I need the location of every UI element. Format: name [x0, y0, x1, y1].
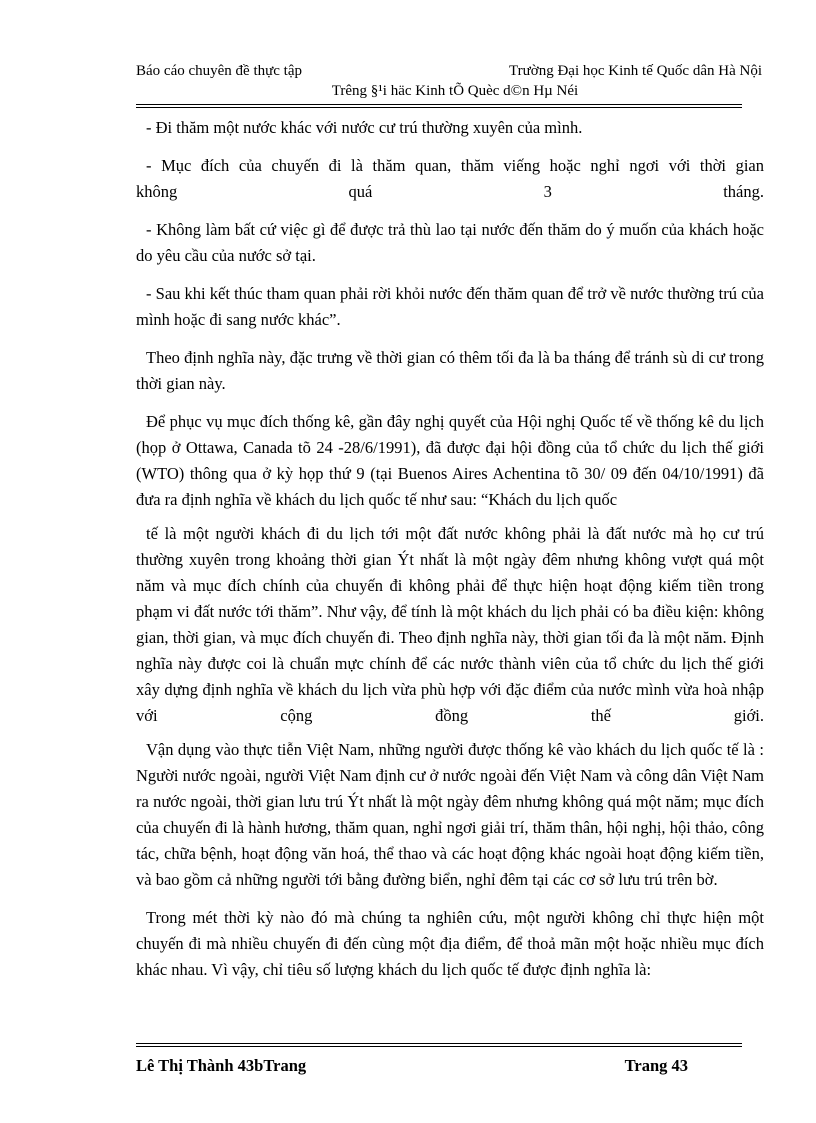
- footer-rule-bottom: [136, 1046, 742, 1047]
- paragraph-criterion-4: - Sau khi kết thúc tham quan phải rời khỏi nước đến thăm quan để trở về nước thường trú của mình hoặc đi sang nước khác”.: [136, 284, 764, 329]
- paragraph-criterion-3: - Không làm bất cứ việc gì để được trả thù lao tại nước đến thăm do ý muốn của khách hoặc do yêu cầu của nước sở tại.: [136, 220, 764, 265]
- footer-page-number: Trang 43: [624, 1056, 688, 1075]
- paragraph-definition-note: Theo định nghĩa này, đặc trưng về thời gian có thêm tối đa là ba tháng để tránh sù di cư trong thời gian này.: [136, 348, 764, 393]
- paragraph-vietnam-application: Vận dụng vào thực tiễn Việt Nam, những người được thống kê vào khách du lịch quốc tế là : Người nước ngoài, người Việt Nam định cư ở nước ngoài đến Việt Nam và công dân Việt Nam ra nước ngoài, thời gian lưu trú Ýt nhất là một ngày đêm nhưng không quá một năm; mục đích của chuyến đi là hành hương, thăm quan, nghỉ ngơi giải trí, thăm thân, hội nghị, hội thảo, công tác, chữa bệnh, hoạt động văn hoá, thể thao và các hoạt động khác ngoài hoạt động kiếm tiền, và bao gồm cả những người tới bằng đường biển, nghỉ đêm tại các cơ sở lưu trú trên bờ.: [136, 740, 764, 889]
- paragraph-criterion-1: - Đi thăm một nước khác với nước cư trú thường xuyên của mình.: [146, 118, 583, 137]
- header-university: Trường Đại học Kinh tế Quốc dân Hà Nội: [509, 63, 762, 79]
- header-rule-bottom: [136, 107, 742, 108]
- document-body: [136, 115, 764, 995]
- footer-author: Lê Thị Thành 43bTrang: [136, 1056, 307, 1075]
- page-header: [136, 62, 764, 100]
- header-rule-top: [136, 104, 742, 105]
- header-report-title: Báo cáo chuyên đề thực tập: [136, 63, 302, 79]
- header-university-legacy: Trêng §¹i häc Kinh tÕ Quèc d©n Hµ Néi: [331, 83, 579, 99]
- paragraph-wto-definition-continued: tế là một người khách đi du lịch tới một đất nước không phải là đất nước mà họ cư trú thường xuyên trong khoảng thời gian Ýt nhất là một ngày đêm nhưng không vượt quá một năm và mục đích chính của chuyến đi không phải để thực hiện hoạt động kiếm tiền trong phạm vi đất nước tới thăm”. Như vậy, để tính là một khách du lịch phải có ba điều kiện: không gian, thời gian, và mục đích chuyến đi. Theo định nghĩa này, thời gian tối đa là một năm. Định nghĩa này được coi là chuẩn mực chính để các nước thành viên của tổ chức du lịch thế giới xây dựng định nghĩa về khách du lịch vừa phù hợp với đặc điểm của nước mình vừa hoà nhập với cộng đồng thế giới.: [136, 524, 764, 725]
- footer-rule-top: [136, 1043, 742, 1044]
- page-footer: [136, 1056, 688, 1076]
- paragraph-indicator-definition: Trong mét thời kỳ nào đó mà chúng ta nghiên cứu, một người không chỉ thực hiện một chuyến đi mà nhiều chuyến đi đến cùng một địa điểm, để thoả mãn một hoặc nhiều mục đích khác nhau. Vì vậy, chỉ tiêu số lượng khách du lịch quốc tế được định nghĩa là:: [136, 908, 764, 979]
- paragraph-criterion-2-line-1: - Mục đích của chuyến đi là thăm quan, thăm viếng hoặc nghỉ ngơi với thời gian: [146, 156, 764, 175]
- paragraph-wto-definition: Để phục vụ mục đích thống kê, gần đây nghị quyết của Hội nghị Quốc tế về thống kê du lịch (họp ở Ottawa, Canada tõ 24 -28/6/1991), đã được đại hội đồng của tổ chức du lịch thế giới (WTO) thông qua ở kỳ họp thứ 9 (tại Buenos Aires Achentina tõ 30/ 09 đến 04/10/1991) đã đưa ra định nghĩa về khách du lịch quốc tế như sau: “Khách du lịch quốc: [136, 412, 764, 509]
- paragraph-criterion-2-line-2: không quá 3 tháng.: [136, 182, 764, 201]
